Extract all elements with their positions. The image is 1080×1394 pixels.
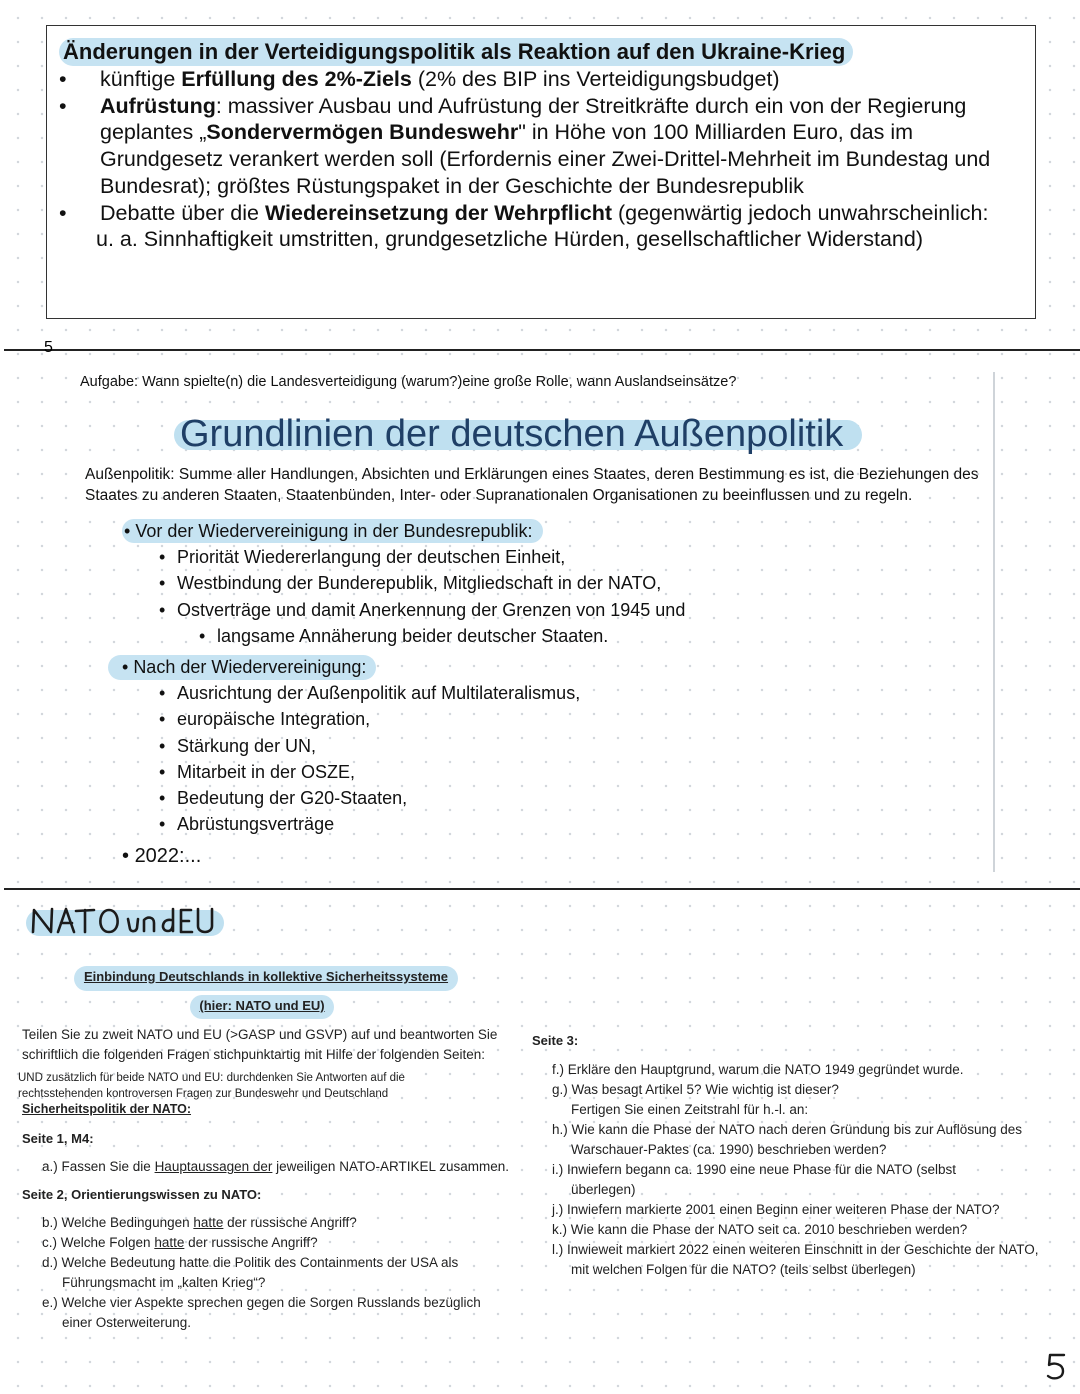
question-i: i.) Inwiefern begann ca. 1990 eine neue Phase für die NATO (selbst überlegen) — [552, 1162, 956, 1197]
bullet-icon: • — [199, 625, 206, 646]
margin-line — [993, 372, 995, 872]
instructions-text: Teilen Sie zu zweit NATO und EU (>GASP und GSVP) auf und beantworten Sie schriftlich die folgenden Fragen stichpunktartig mit Hilfe der folgenden Seiten: — [22, 1027, 498, 1062]
bullet-icon: • — [159, 814, 166, 835]
bullet-icon: • — [122, 845, 135, 867]
question-d: d.) Welche Bedeutung hatte die Politik des Containments der USA als Führungsmacht im „kalten Krieg“? — [42, 1255, 459, 1290]
bullet-icon: • — [159, 547, 166, 567]
question-l: l.) Inwieweit markiert 2022 einen weiteren Einschnitt in der Geschichte der NATO, mit welchen Folgen für die NATO? (teils selbst überlegen) — [552, 1242, 1039, 1277]
page2-label: Seite 2, Orientierungswissen zu NATO: — [22, 1187, 262, 1202]
task-text: Aufgabe: Wann spielte(n) die Landesverteidigung (warum?)eine große Rolle, wann Auslandseinsätze? — [80, 374, 737, 390]
defense-policy-box — [46, 25, 1036, 319]
year-2022-item: • 2022:... — [122, 845, 202, 867]
bullet-icon: • — [59, 200, 67, 225]
bullet-icon: • — [59, 93, 67, 118]
list-item: • europäische Integration, — [159, 706, 580, 732]
list-item: • Aufrüstung: massiver Ausbau und Aufrüstung der Streitkräfte durch ein von der Regierung geplantes „Sondervermögen Bundeswehr" in Höhe von 100 Milliarden Euro, das im Grundgesetz verankert werden soll (Erfordernis einer Zwei-Drittel-Mehrheit im Bundestag und Bundesrat); größtes Rüstungspaket in der Geschichte der Bundesrepublik — [59, 93, 991, 198]
section-divider — [4, 349, 1080, 351]
bullet-icon: • — [59, 67, 67, 91]
question-h: h.) Wie kann die Phase der NATO nach deren Gründung bis zur Auflösung des Warschauer-Paktes (ca. 1990) beschrieben werden? — [552, 1122, 1023, 1157]
list-item: • Westbindung der Bunderepublik, Mitgliedschaft in der NATO, — [159, 570, 685, 596]
question-b: b.) Welche Bedingungen hatte der russische Angriff? — [42, 1215, 357, 1230]
nato-security-heading: Sicherheitspolitik der NATO: — [22, 1102, 192, 1116]
list-item: • Mitarbeit in der OSZE, — [159, 759, 580, 785]
list-item: • langsame Annäherung beider deutscher Staaten. — [159, 623, 685, 649]
page-number-text: 5 — [44, 339, 53, 356]
list-item: • künftige Erfüllung des 2%-Ziels (2% des BIP ins Verteidigungsbudget) — [59, 67, 780, 91]
question-c: c.) Welche Folgen hatte der russische Angriff? — [42, 1235, 318, 1250]
nato-eu-handwritten-heading — [30, 900, 216, 940]
after-reunification-list — [159, 680, 580, 838]
list-item: • Bedeutung der G20-Staaten, — [159, 785, 580, 811]
question-k: k.) Wie kann die Phase der NATO seit ca. 2010 beschrieben werden? — [552, 1222, 968, 1237]
question-g: g.) Was besagt Artikel 5? Wie wichtig ist dieser? — [552, 1082, 839, 1097]
list-item: • Ostverträge und damit Anerkennung der Grenzen von 1945 und — [159, 597, 685, 623]
question-f: f.) Erkläre den Hauptgrund, warum die NATO 1949 gegründet wurde. — [552, 1062, 964, 1077]
page1-label: Seite 1, M4: — [22, 1131, 94, 1146]
bullet-icon: • — [159, 573, 166, 594]
list-item: • Debatte über die Wiedereinsetzung der Wehrpflicht (gegenwärtig jedoch unwahrscheinlich: — [59, 200, 989, 225]
defense-policy-title: Änderungen in der Verteidigungspolitik als Reaktion auf den Ukraine-Krieg — [59, 38, 853, 66]
list-item: • Priorität Wiedererlangung der deutschen Einheit, — [159, 544, 685, 570]
list-item: • Ausrichtung der Außenpolitik auf Multilateralismus, — [159, 680, 580, 706]
bullet-icon: • — [159, 735, 166, 756]
question-j: j.) Inwiefern markierte 2001 einen Beginn einer weiteren Phase der NATO? — [552, 1202, 1000, 1217]
additional-note: UND zusätzlich für beide NATO und EU: durchdenken Sie Antworten auf die rechtsstehenden kontroversen Fragen zur Bundeswehr und Deutschland — [18, 1072, 405, 1100]
definition-text: Außenpolitik: Summe aller Handlungen, Absichten und Erklärungen eines Staates, deren Bestimmung es ist, die Beziehungen des Staates zu anderen Staaten, Staatenbünden, Inter- oder Supranationalen Organisationen zu beeinflussen und zu regeln. — [85, 466, 979, 504]
defense-policy-list — [47, 66, 1035, 253]
question-g-timeline: Fertigen Sie einen Zeitstrahl für h.-l. an: — [571, 1102, 809, 1117]
bullet-icon: • — [124, 521, 136, 541]
collective-security-heading: Einbindung Deutschlands in kollektive Sicherheitssysteme — [83, 969, 449, 984]
list-item: • Abrüstungsverträge — [159, 811, 580, 837]
list-item: • Stärkung der UN, — [159, 733, 580, 759]
before-reunification-list — [159, 544, 685, 649]
bullet-icon: • — [159, 788, 166, 809]
question-a: a.) Fassen Sie die Hauptaussagen der jeweiligen NATO-ARTIKEL zusammen. — [42, 1159, 509, 1174]
question-e: e.) Welche vier Aspekte sprechen gegen die Sorgen Russlands bezüglich einer Osterweiterung. — [42, 1295, 481, 1330]
bullet-icon: • — [159, 761, 166, 782]
bullet-icon: • — [159, 683, 166, 703]
page-title: Grundlinien der deutschen Außenpolitik — [180, 413, 844, 455]
page3-label: Seite 3: — [532, 1033, 579, 1048]
section-divider — [4, 888, 1080, 890]
bullet-icon: • — [122, 657, 134, 677]
list-item-continuation: u. a. Sinnhaftigkeit umstritten, grundgesetzliche Hürden, gesellschaftlicher Widerstand) — [96, 227, 923, 252]
before-reunification-heading: • Vor der Wiedervereinigung in der Bundesrepublik: — [122, 519, 543, 543]
bullet-icon: • — [159, 599, 166, 620]
collective-security-subheading: (hier: NATO und EU) — [199, 998, 325, 1013]
after-reunification-heading: • Nach der Wiedervereinigung: — [108, 655, 376, 680]
bullet-icon: • — [159, 709, 166, 730]
